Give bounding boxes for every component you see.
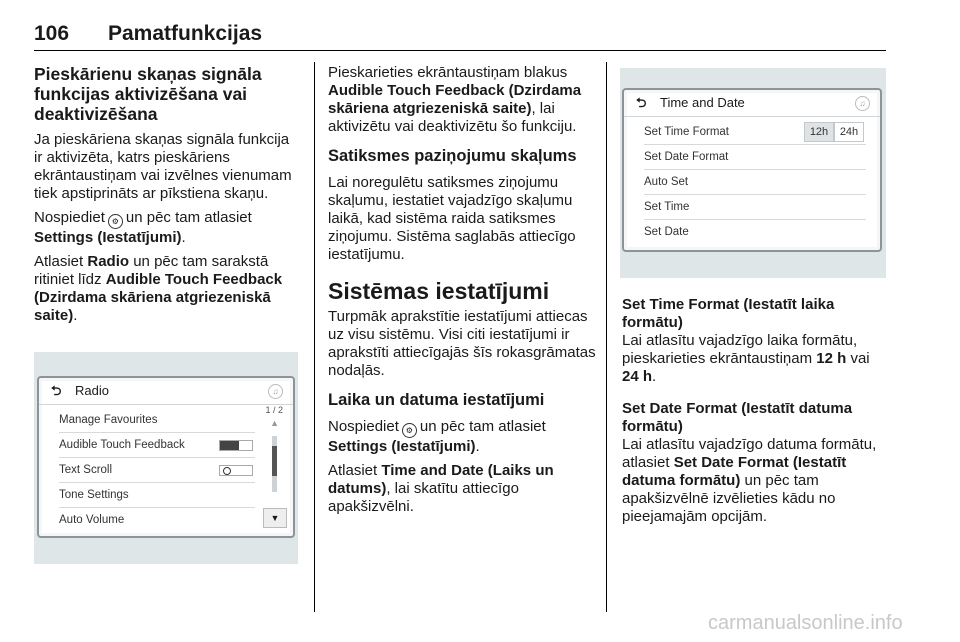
toggle-switch[interactable] — [219, 440, 253, 451]
paragraph: Atlasiet Radio un pēc tam sarakstā ritiniet līdz Audible Touch Feedback (Dzirdama skāriena atgriezeniskā saite). — [34, 253, 283, 324]
paragraph: Lai atlasītu vajadzīgo laika formātu, pieskarieties ekrāntaustiņam 12 h vai 24 h. — [622, 332, 870, 385]
scroll-up-icon[interactable]: ▲ — [270, 418, 279, 428]
paragraph: Nospiediet ⚙ un pēc tam atlasiet Settings (Iestatījumi). — [328, 418, 546, 455]
24h-button[interactable]: 24h — [834, 122, 864, 142]
radio-screenshot — [34, 352, 298, 564]
page-number: 106 — [34, 22, 70, 45]
subheading: Set Date Format (Iestatīt datuma formātu) — [622, 400, 853, 435]
paragraph: Lai atlasītu vajadzīgo datuma formātu, atlasiet Set Date Format (Iestatīt datuma formātu) un pēc tam apakšizvēlnē izvēlieties kādu no pieejamajām opcijām. — [622, 436, 877, 525]
page-indicator: 1 / 2 — [265, 405, 283, 415]
column-divider — [314, 62, 315, 612]
paragraph: Ja pieskāriena skaņas signāla funkcija ir aktivizēta, katrs pieskāriens ekrāntaustiņam vai izvēlnes vienumam tiek apstiprināts ar pīkstiena skaņu. — [34, 131, 292, 202]
section-heading: Laika un datuma iestatījumi — [328, 391, 545, 409]
screen-title-bar — [624, 90, 880, 117]
list-item[interactable]: Tone Settings — [59, 483, 255, 508]
back-icon[interactable]: ⮌ — [636, 95, 647, 110]
list-item[interactable]: Auto Volume — [59, 514, 125, 526]
list-item[interactable]: Set Date — [644, 226, 689, 238]
list-item[interactable]: Audible Touch Feedback — [59, 433, 255, 458]
watermark: carmanualsonline.info — [708, 612, 903, 634]
toggle-switch[interactable] — [219, 465, 253, 476]
12h-button[interactable]: 12h — [804, 122, 834, 142]
section-heading: Pieskārienu skaņas signāla funkcijas aktivizēšana vai deaktivizēšana — [34, 64, 262, 124]
column-3 — [622, 296, 888, 526]
back-icon[interactable]: ⮌ — [51, 383, 62, 398]
section-title: Pamatfunkcijas — [108, 22, 263, 45]
paragraph: Nospiediet ⚙ un pēc tam atlasiet Settings (Iestatījumi). — [34, 209, 252, 246]
page-header — [34, 22, 262, 46]
scroll-down-icon[interactable]: ▼ — [263, 508, 287, 528]
time-date-screen — [622, 88, 882, 252]
paragraph: Atlasiet Time and Date (Laiks un datums), lai skatītu attiecīgo apakšizvēlni. — [328, 462, 554, 515]
music-note-icon[interactable]: ♫ — [855, 96, 870, 111]
time-date-screenshot — [620, 68, 886, 278]
list-item[interactable]: Text Scroll — [59, 458, 255, 483]
scrollbar[interactable] — [272, 436, 277, 492]
list-item[interactable]: Set Time — [644, 195, 866, 220]
paragraph: Turpmāk aprakstītie iestatījumi attiecas uz visu sistēmu. Visi citi iestatījumi ir aprakstīti attiecīgajās šīs rokasgrāmatas nodaļās. — [328, 308, 596, 379]
music-note-icon[interactable]: ♫ — [268, 384, 283, 399]
paragraph: Pieskarieties ekrāntaustiņam blakus Audible Touch Feedback (Dzirdama skāriena atgriezeniskā saite), lai aktivizētu vai deaktivizētu šo funkciju. — [328, 64, 582, 135]
paragraph: Lai noregulētu satiksmes ziņojumu skaļumu, iestatiet vajadzīgo skaļumu laikā, kad sistēma raida satiksmes ziņojumu. Sistēma saglabās attiecīgo iestatījumu. — [328, 174, 576, 263]
screen-title: Time and Date — [660, 95, 745, 110]
list-item[interactable]: Set Date Format — [644, 145, 866, 170]
column-divider — [606, 62, 607, 612]
column-1 — [34, 64, 300, 325]
settings-icon: ⚙ — [108, 214, 123, 229]
section-heading: Sistēmas iestatījumi — [328, 278, 550, 304]
list-item[interactable]: Auto Set — [644, 170, 866, 195]
list-item[interactable]: Manage Favourites — [59, 408, 255, 433]
column-2 — [328, 64, 596, 516]
screen-title-bar — [39, 378, 293, 405]
list-item[interactable]: Set Time Format 12h 24h — [644, 120, 866, 145]
section-heading: Satiksmes paziņojumu skaļums — [328, 147, 577, 165]
radio-screen — [37, 376, 295, 538]
header-rule — [34, 50, 886, 51]
subheading: Set Time Format (Iestatīt laika formātu) — [622, 296, 835, 331]
screen-title: Radio — [75, 383, 109, 398]
settings-icon: ⚙ — [402, 423, 417, 438]
